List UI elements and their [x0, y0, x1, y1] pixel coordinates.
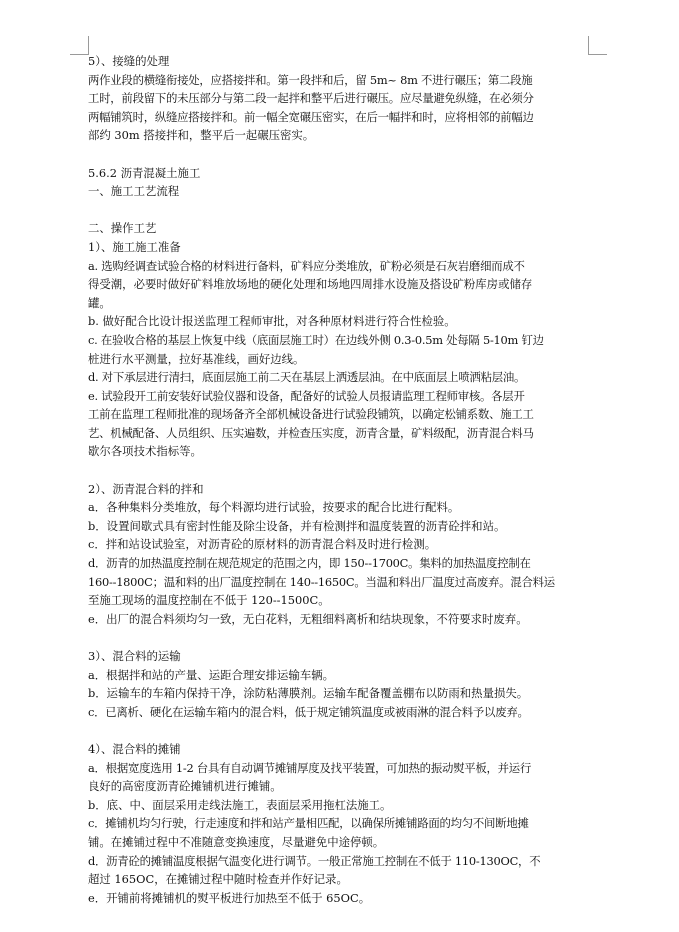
text-line: 5）、接缝的处理	[88, 54, 170, 68]
text-line: a. 选购经调查试验合格的材料进行备料，矿料应分类堆放，矿粉必须是石灰岩磨细而成不	[88, 258, 525, 273]
document-page	[88, 52, 592, 907]
text-line: 得受潮，必要时做好矿料堆放场地的硬化处理和场地四周排水设施及搭设矿粉库房或储存	[88, 277, 533, 292]
text-line: 铺。在摊铺过程中不准随意变换速度，尽量避免中途停顿。	[88, 834, 385, 849]
text-line	[88, 145, 592, 164]
text-line: c．摊铺机均匀行驶，行走速度和拌和站产量相匹配，以确保所摊铺路面的均匀不间断地摊	[88, 816, 529, 831]
text-line: 1）、施工施工准备	[88, 239, 181, 254]
text-line	[88, 628, 592, 647]
text-line: a．根据宽度选用 1-2 台具有自动调节摊铺厚度及找平装置，可加热的振动熨平板，并运行	[88, 760, 532, 775]
text-line: 工前在监理工程师批准的现场备齐全部机械设备进行试验段铺筑，以确定松铺系数、施工工	[88, 407, 534, 422]
page-corner-mark-left	[70, 36, 89, 55]
text-line: d．沥青砼的摊铺温度根据气温变化进行调节。一般正常施工控制在不低于 110-130OC，不	[88, 853, 541, 868]
text-line: 歇尔各项技术指标等。	[88, 444, 202, 459]
text-line: 超过 165OC，在摊铺过程中随时检查并作好记录。	[88, 872, 348, 887]
text-line: c．已离析、硬化在运输车箱内的混合料，低于规定铺筑温度或被雨淋的混合料予以废弃。	[88, 704, 529, 719]
text-line: 2）、沥青混合料的拌和	[88, 481, 204, 496]
text-line: 艺、机械配备、人员组织、压实遍数，并检查压实度，沥青含量，矿料级配，沥青混合料马	[88, 425, 534, 440]
text-line	[88, 721, 592, 740]
text-line: d．沥青的加热温度控制在规范规定的范围之内，即 150--1700C。集料的加热温度控制在	[88, 556, 531, 571]
text-line: 两作业段的横缝衔接处，应搭接拌和。第一段拌和后，留 5m~ 8m 不进行碾压；第二段施	[88, 72, 533, 87]
text-line: 4）、混合料的摊铺	[88, 741, 181, 756]
text-line: 一、施工工艺流程	[88, 184, 180, 199]
text-line: 5.6.2 沥青混凝土施工	[88, 165, 201, 180]
text-line: e．开铺前将摊铺机的熨平板进行加热至不低于 65OC。	[88, 890, 371, 905]
text-line: b．运输车的车箱内保持干净，涂防粘薄膜剂。运输车配备覆盖棚布以防雨和热量损失。	[88, 686, 529, 701]
text-line: 二、操作工艺	[88, 221, 157, 236]
text-line: b．底、中、面层采用走线法施工，表面层采用拖杠法施工。	[88, 797, 392, 812]
text-line	[88, 201, 592, 220]
text-line: a．各种集料分类堆放，每个料源均进行试验，按要求的配合比进行配料。	[88, 500, 460, 515]
text-line: 两幅铺筑时，纵缝应搭接拌和。前一幅全宽碾压密实，在后一幅拌和时，应将相邻的前幅边	[88, 109, 534, 124]
text-line: 至施工现场的温度控制在不低于 120--1500C。	[88, 593, 330, 608]
text-line: d. 对下承层进行清扫，底面层施工前二天在基层上洒透层油。在中底面层上喷洒粘层油。	[88, 370, 526, 385]
text-line: 160--1800C；温和料的出厂温度控制在 140--1650C。当温和料出厂温度过高废弃。混合料运	[88, 574, 555, 589]
text-line: 良好的高密度沥青砼摊铺机进行摊铺。	[88, 779, 282, 794]
text-line: b. 做好配合比设计报送监理工程师审批，对各种原材料进行符合性检验。	[88, 314, 456, 329]
text-line: 部约 30m 搭接拌和，整平后一起碾压密实。	[88, 128, 315, 143]
text-line: b．设置间歇式具有密封性能及除尘设备，并有检测拌和温度装置的沥青砼拌和站。	[88, 518, 506, 533]
text-line: e．出厂的混合料须均匀一致，无白花料，无粗细料离析和结块现象，不符要求时废弃。	[88, 611, 528, 626]
text-line	[88, 461, 592, 480]
text-line: 罐。	[88, 295, 111, 310]
text-line: c. 在验收合格的基层上恢复中线（底面层施工时）在边线外侧 0.3-0.5m 处每隔 5-10m 钉边	[88, 332, 544, 347]
text-line: c．拌和站设试验室，对沥青砼的原材料的沥青混合料及时进行检测。	[88, 537, 437, 552]
text-line: 3）、混合料的运输	[88, 649, 181, 663]
text-line: 桩进行水平测量，拉好基准线，画好边线。	[88, 351, 305, 366]
text-line: e. 试验段开工前安装好试验仪器和设备，配备好的试验人员报请监理工程师审核。各层开	[88, 388, 525, 403]
text-line: a．根据拌和站的产量、运距合理安排运输车辆。	[88, 667, 334, 682]
text-line: 工时，前段留下的未压部分与第二段一起拌和整平后进行碾压。应尽量避免纵缝，在必须分	[88, 91, 534, 106]
